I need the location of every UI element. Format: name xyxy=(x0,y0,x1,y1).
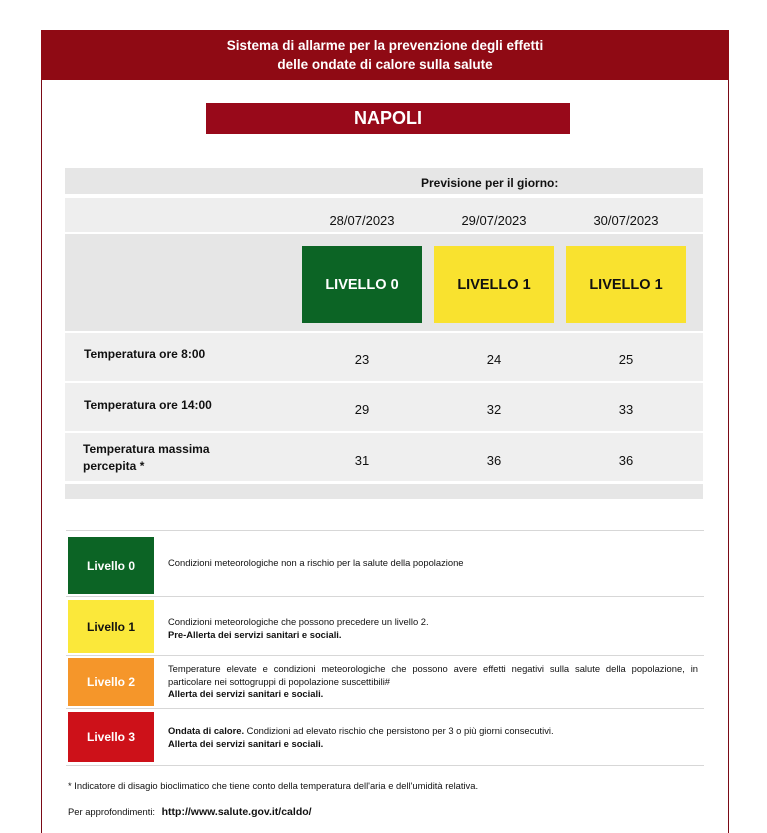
legend-text-level-0: Condizioni meteorologiche non a rischio per la salute della popolazione xyxy=(168,557,464,568)
more-info-link[interactable]: http://www.salute.gov.it/caldo/ xyxy=(161,806,312,818)
header-banner xyxy=(41,30,729,80)
header-line-1: Sistema di allarme per la prevenzione degli effetti xyxy=(226,38,544,53)
level-badge-day-3: LIVELLO 1 xyxy=(566,246,686,323)
date-day-2: 29/07/2023 xyxy=(461,213,527,228)
legend-text-level-3-bold: Allerta dei servizi sanitari e sociali. xyxy=(168,737,324,749)
legend-divider xyxy=(66,655,704,656)
legend-divider xyxy=(66,708,704,709)
value-temp-14-day-2: 32 xyxy=(486,402,502,417)
more-info xyxy=(68,806,312,818)
value-temp-8-day-3: 25 xyxy=(618,352,634,367)
legend-text-level-2-bold: Allerta dei servizi sanitari e sociali. xyxy=(168,688,324,699)
value-temp-14-day-3: 33 xyxy=(618,402,634,417)
legend-text-level-2 xyxy=(168,663,698,701)
legend-badge-level-1: Livello 1 xyxy=(68,600,154,653)
legend-text-level-2-desc: Temperature elevate e condizioni meteorologiche che possono avere effetti negativi sulla salute della popolazione, in particolare nei sottogruppi di popolazione suscettibili# xyxy=(168,663,698,687)
date-day-3: 30/07/2023 xyxy=(593,213,659,228)
date-day-1: 28/07/2023 xyxy=(329,213,395,228)
value-temp-8-day-2: 24 xyxy=(486,352,502,367)
value-temp-max-day-3: 36 xyxy=(618,453,634,468)
forecast-heading: Previsione per il giorno: xyxy=(421,176,559,190)
value-temp-8-day-1: 23 xyxy=(354,352,370,367)
legend-text-level-3-desc xyxy=(168,725,698,738)
row-label-temp-max-line-2: percepita * xyxy=(83,459,145,473)
more-info-label: Per approfondimenti: xyxy=(68,806,156,817)
value-temp-max-day-2: 36 xyxy=(486,453,502,468)
legend-text-level-1 xyxy=(168,616,698,641)
legend-badge-level-3: Livello 3 xyxy=(68,712,154,762)
row-label-temp-14: Temperatura ore 14:00 xyxy=(84,398,212,412)
legend-badge-level-2: Livello 2 xyxy=(68,658,154,706)
level-badge-day-2: LIVELLO 1 xyxy=(434,246,554,323)
legend-text-level-3 xyxy=(168,725,698,750)
legend-text-level-1-bold: Pre-Allerta dei servizi sanitari e sociali. xyxy=(168,628,342,640)
legend-divider xyxy=(66,596,704,597)
legend-divider xyxy=(66,765,704,766)
forecast-heading-row xyxy=(65,168,703,194)
value-temp-max-day-1: 31 xyxy=(354,453,370,468)
value-temp-14-day-1: 29 xyxy=(354,402,370,417)
legend-badge-level-0: Livello 0 xyxy=(68,537,154,594)
header-line-2: delle ondate di calore sulla salute xyxy=(277,57,493,72)
table-bottom-bar xyxy=(65,484,703,499)
row-label-temp-max-line-1: Temperatura massima xyxy=(83,442,210,456)
city-title: NAPOLI xyxy=(206,103,570,134)
row-label-temp-max xyxy=(83,441,210,475)
legend-text-level-1-desc: Condizioni meteorologiche che possono precedere un livello 2. xyxy=(168,616,429,627)
row-label-temp-8: Temperatura ore 8:00 xyxy=(84,347,206,361)
legend-text-level-3-lead: Ondata di calore. xyxy=(168,725,245,736)
level-badge-day-1: LIVELLO 0 xyxy=(302,246,422,323)
footnote: * Indicatore di disagio bioclimatico che tiene conto della temperatura dell'aria e dell'umidità relativa. xyxy=(68,780,479,791)
legend-divider xyxy=(66,530,704,531)
legend-text-level-3-rest: Condizioni ad elevato rischio che persistono per 3 o più giorni consecutivi. xyxy=(244,725,554,736)
